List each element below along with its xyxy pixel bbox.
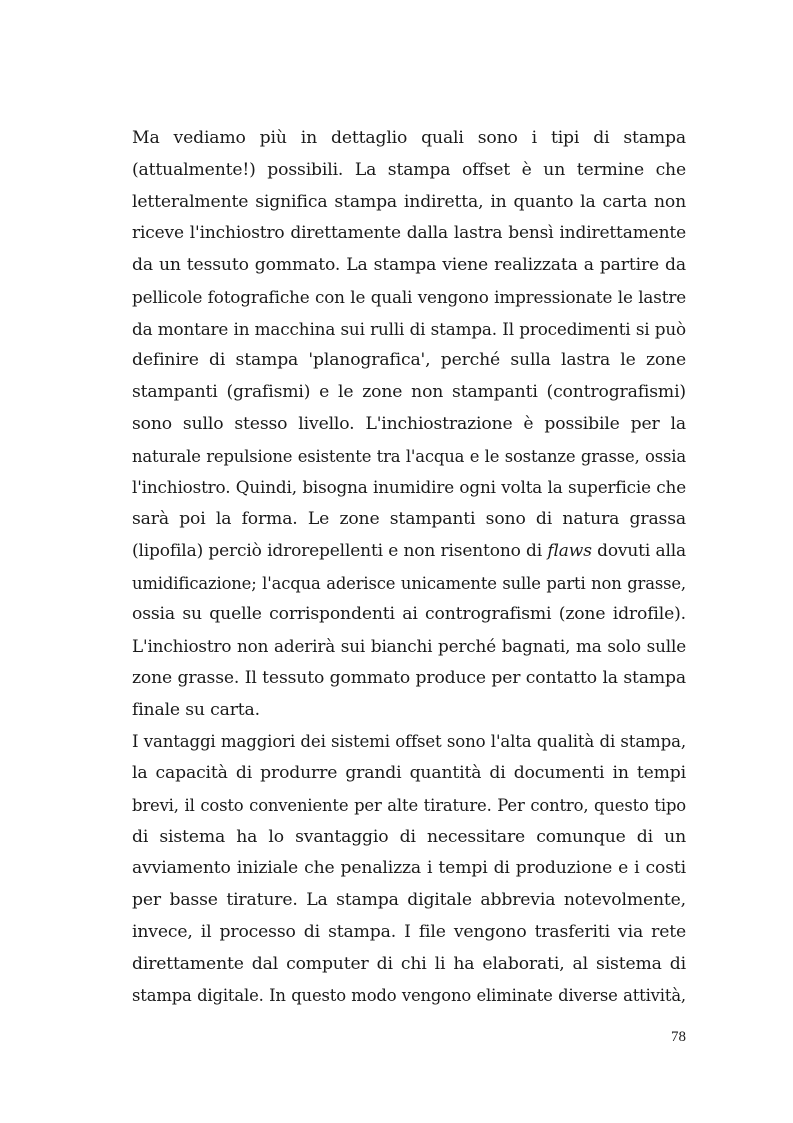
text-line: ossia su quelle corrispondenti ai contrografismi (zone idrofile). — [132, 604, 686, 625]
text-line: letteralmente significa stampa indiretta, in quanto la carta non — [132, 191, 686, 212]
text-line: I vantaggi maggiori dei sistemi offset sono l'alta qualità di stampa, — [132, 732, 686, 752]
text-line: sarà poi la forma. Le zone stampanti sono di natura grassa — [132, 509, 686, 529]
text-line: stampa digitale. In questo modo vengono eliminate diverse attività, — [132, 986, 686, 1006]
text-line: sono sullo stesso livello. L'inchiostrazione è possibile per la — [132, 413, 686, 434]
text-line: invece, il processo di stampa. I file vengono trasferiti via rete — [132, 921, 686, 942]
text-line: stampanti (grafismi) e le zone non stampanti (contrografismi) — [132, 382, 686, 402]
paragraph-2 — [132, 726, 686, 1012]
text-line: brevi, il costo conveniente per alte tirature. Per contro, questo tipo — [132, 795, 686, 815]
text-line: finale su carta. — [132, 699, 260, 720]
text-line: per basse tirature. La stampa digitale abbrevia notevolmente, — [132, 890, 686, 910]
text-line: avviamento iniziale che penalizza i tempi di produzione e i costi — [132, 858, 686, 879]
text-line: pellicole fotografiche con le quali vengono impressionate le lastre — [132, 286, 686, 307]
text-line: definire di stampa 'planografica', perché sulla lastra le zone — [132, 350, 686, 371]
text-line: di sistema ha lo svantaggio di necessitare comunque di un — [132, 826, 686, 847]
text-line: Ma vediamo più in dettaglio quali sono i tipi di stampa — [132, 128, 686, 148]
text-segment: dovuti alla — [591, 540, 686, 561]
text-line: zone grasse. Il tessuto gommato produce per contatto la stampa — [132, 667, 686, 688]
text-line: riceve l'inchiostro direttamente dalla lastra bensì indirettamente — [132, 223, 686, 244]
text-line: L'inchiostro non aderirà sui bianchi perché bagnati, ma solo sulle — [132, 636, 686, 656]
text-segment: (lipofila) perciò idrorepellenti e non risentono di — [132, 540, 548, 561]
text-line: (attualmente!) possibili. La stampa offset è un termine che — [132, 159, 686, 180]
paragraph-1 — [132, 123, 686, 726]
italic-term: flaws — [547, 540, 592, 561]
body-text — [132, 123, 686, 1012]
text-line: direttamente dal computer di chi li ha elaborati, al sistema di — [132, 953, 686, 974]
text-line: la capacità di produrre grandi quantità di documenti in tempi — [132, 763, 686, 783]
text-line: da montare in macchina sui rulli di stampa. Il procedimenti si può — [132, 318, 686, 339]
text-line: da un tessuto gommato. La stampa viene realizzata a partire da — [132, 255, 686, 275]
text-line: umidificazione; l'acqua aderisce unicamente sulle parti non grasse, — [132, 573, 686, 593]
text-line: l'inchiostro. Quindi, bisogna inumidire ogni volta la superficie che — [132, 477, 686, 498]
page-number: 78 — [671, 1029, 686, 1045]
text-line: naturale repulsione esistente tra l'acqua e le sostanze grasse, ossia — [132, 446, 686, 466]
text-line-with-italic — [132, 536, 686, 568]
